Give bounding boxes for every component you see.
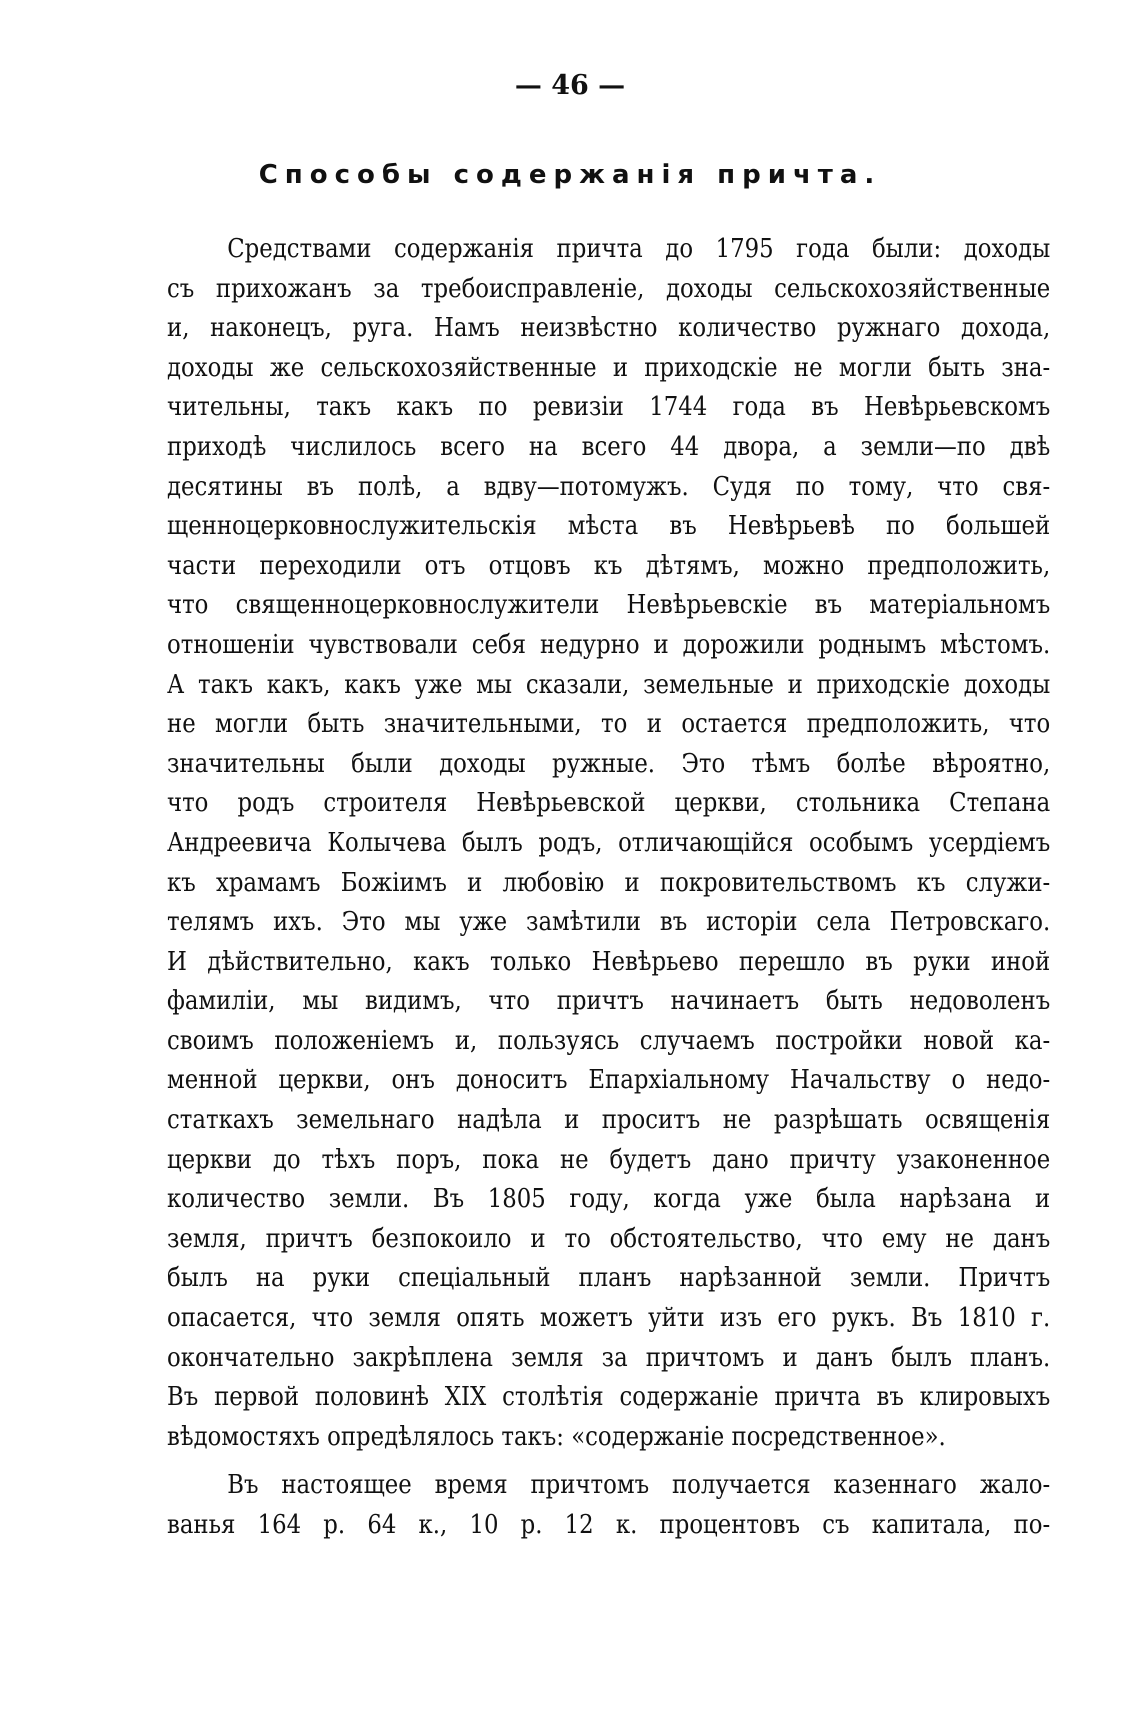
text-line: менной церкви, онъ доноситъ Епархіальному Начальству о недо- <box>167 1064 1051 1096</box>
body-text <box>167 229 1050 1545</box>
text-line: приходѣ числилось всего на всего 44 двора, а земли—по двѣ <box>167 430 1051 462</box>
text-line: статкахъ земельнаго надѣла и проситъ не разрѣшать освященія <box>167 1104 1051 1136</box>
text-line: значительны были доходы ружные. Это тѣмъ болѣе вѣроятно, <box>167 747 1051 779</box>
text-line: вѣдомостяхъ опредѣлялось такъ: «содержаніе посредственное». <box>167 1420 946 1452</box>
text-line: съ прихожанъ за требоисправленіе, доходы сельскохозяйственные <box>167 272 1051 304</box>
text-line: не могли быть значительными, то и остается предположить, что <box>167 708 1051 740</box>
text-line: телямъ ихъ. Это мы уже замѣтили въ исторіи села Петровскаго. <box>167 906 1051 938</box>
text-line: земля, причтъ безпокоило и то обстоятельство, что ему не данъ <box>167 1222 1051 1254</box>
text-line: доходы же сельскохозяйственные и приходскіе не могли быть зна- <box>167 351 1051 383</box>
text-line: церкви до тѣхъ поръ, пока не будетъ дано причту узаконенное <box>167 1143 1051 1175</box>
text-line: А такъ какъ, какъ уже мы сказали, земельные и приходскіе доходы <box>167 668 1051 700</box>
page-number: — 46 — <box>514 70 626 101</box>
text-line: что священноцерковнослужители Невѣрьевскіе въ матеріальномъ <box>167 589 1051 621</box>
text-line: былъ на руки спеціальный планъ нарѣзанной земли. Причтъ <box>167 1262 1051 1294</box>
text-line: Средствами содержанія причта до 1795 года были: доходы <box>227 233 1051 264</box>
text-line: окончательно закрѣплена земля за причтомъ и данъ былъ планъ. <box>167 1341 1051 1373</box>
text-line: къ храмамъ Божіимъ и любовію и покровительствомъ къ служи- <box>167 866 1051 898</box>
text-line: фамиліи, мы видимъ, что причтъ начинаетъ быть недоволенъ <box>167 985 1051 1017</box>
text-line: отношеніи чувствовали себя недурно и дорожили роднымъ мѣстомъ. <box>167 628 1051 660</box>
text-line: Въ настоящее время причтомъ получается казеннаго жало- <box>227 1469 1051 1501</box>
text-line: щенноцерковнослужительскія мѣста въ Невѣрьевѣ по большей <box>167 510 1051 542</box>
text-line: Въ первой половинѣ XIX столѣтія содержаніе причта въ клировыхъ <box>167 1381 1051 1413</box>
text-line: и, наконецъ, руга. Намъ неизвѣстно количество ружнаго дохода, <box>167 312 1051 344</box>
section-title: Способы содержанія причта. <box>258 160 882 190</box>
text-line: части переходили отъ отцовъ къ дѣтямъ, можно предположить, <box>167 549 1051 581</box>
text-line: количество земли. Въ 1805 году, когда уже была нарѣзана и <box>167 1183 1051 1215</box>
text-line: И дѣйствительно, какъ только Невѣрьево перешло въ руки иной <box>167 945 1051 977</box>
text-line: Андреевича Колычева былъ родъ, отличающійся особымъ усердіемъ <box>167 826 1051 858</box>
text-line: чительны, такъ какъ по ревизіи 1744 года въ Невѣрьевскомъ <box>167 391 1051 423</box>
text-line: опасается, что земля опять можетъ уйти изъ его рукъ. Въ 1810 г. <box>167 1302 1051 1334</box>
text-line: своимъ положеніемъ и, пользуясь случаемъ постройки новой ка- <box>167 1024 1051 1056</box>
text-line: десятины въ полѣ, а вдву—потомужъ. Судя по тому, что свя- <box>167 470 1051 502</box>
text-line: ванья 164 р. 64 к., 10 р. 12 к. процентовъ съ капитала, по- <box>167 1509 1051 1540</box>
text-line: что родъ строителя Невѣрьевской церкви, стольника Степана <box>167 787 1051 819</box>
